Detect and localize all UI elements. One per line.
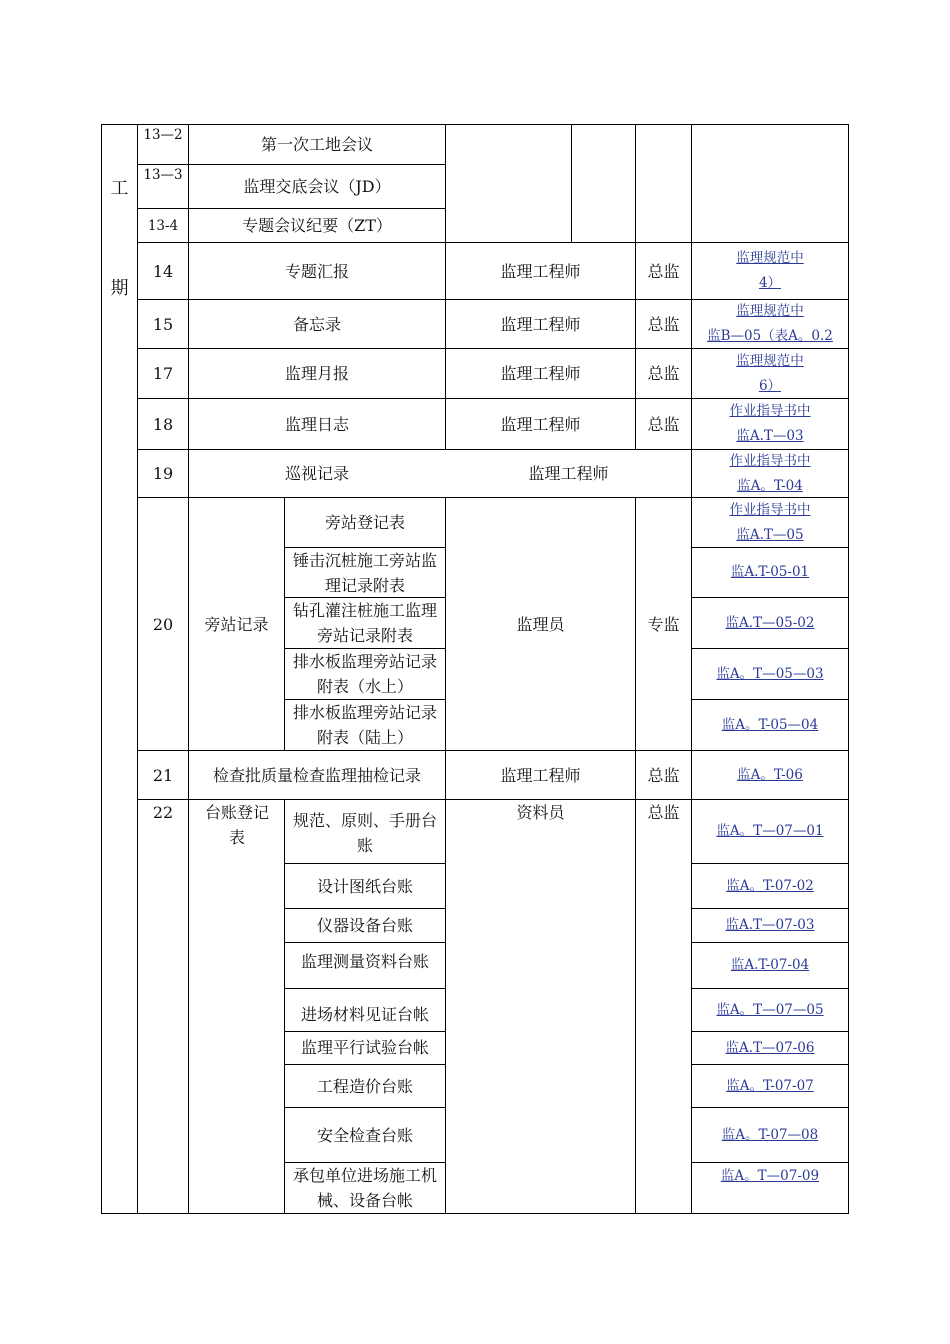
row-22-sub-5-reference-link[interactable]: 监A。T—07—05 [716,1001,824,1018]
row-22-sub-6-reference[interactable] [692,1032,848,1064]
row-22-number: 22 [152,803,174,822]
row-22-group: 台账登记表 [204,803,269,847]
row-20-sub-1-name: 旁站登记表 [324,513,405,532]
row-22-sub-8-reference-link[interactable]: 监A。T-07—08 [721,1126,819,1143]
row-22-sub-1-name: 规范、原则、手册台账 [292,811,437,855]
row-20-sub-2-reference[interactable] [692,548,848,597]
row-18-item: 监理日志 [284,414,349,434]
row-17-responsible: 监理工程师 [500,364,581,383]
row-20-sub-1-reference-line2[interactable]: 监A.T—05 [736,526,804,543]
row-19-item: 巡视记录 [284,464,349,483]
row-19-number: 19 [152,464,174,483]
row-22-sub-9-name: 承包单位进场施工机械、设备台帐 [292,1166,437,1210]
row-17-number: 17 [152,364,174,383]
row-20-sub-5-reference-link[interactable]: 监A。T-05—04 [721,716,819,733]
row-17-reference-line1[interactable]: 监理规范中 [736,352,804,369]
row-20-responsible: 监理员 [516,614,565,634]
row-19-reference-line1[interactable]: 作业指导书中 [729,452,811,469]
row-14-reference-line2[interactable]: 4） [758,275,782,291]
row-21-responsible: 监理工程师 [500,765,581,785]
row-22-sub-9-reference-link[interactable]: 监A。T—07-09 [720,1168,820,1184]
row-17-reviewer: 总监 [647,364,680,383]
row-22-sub-6-reference-link[interactable]: 监A.T—07-06 [725,1039,815,1056]
row-20-sub-5-reference[interactable] [692,700,848,750]
row-21-item: 检查批质量检查监理抽检记录 [212,765,421,785]
row-20-sub-3-reference[interactable] [692,598,848,648]
row-19-responsible: 监理工程师 [528,464,609,483]
row-22-sub-4-name: 监理测量资料台账 [300,952,429,971]
row-22-responsible: 资料员 [516,803,565,822]
row-22-sub-7-reference[interactable] [692,1065,848,1107]
row-13-4-number: 13-4 [147,217,179,234]
row-21-reviewer: 总监 [647,765,680,785]
row-20-reviewer: 专监 [647,614,680,634]
row-22-reviewer: 总监 [647,803,680,822]
row-22-sub-1-reference-link[interactable]: 监A。T—07—01 [716,823,824,839]
row-20-sub-1-reference-line1[interactable]: 作业指导书中 [729,501,811,518]
row-14-number: 14 [152,261,174,281]
row-18-reference-line1[interactable]: 作业指导书中 [729,403,811,419]
row-17-item: 监理月报 [284,364,349,383]
row-21-reference-link[interactable]: 监A。T-06 [737,766,803,783]
row-15-reviewer: 总监 [647,314,680,334]
row-15-item: 备忘录 [292,314,341,334]
row-14-reference[interactable] [692,243,848,299]
row-22-sub-1-reference[interactable] [692,800,848,863]
row-20-sub-4-name: 排水板监理旁站记录附表（水上） [292,652,437,696]
row-18-number: 18 [152,414,174,434]
row-22-sub-3-reference[interactable] [692,909,848,942]
row-20-sub-4-reference-link[interactable]: 监A。T—05—03 [716,665,824,682]
row-13-3-item: 监理交底会议（JD） [243,177,391,196]
row-20-sub-3-reference-link[interactable]: 监A.T—05-02 [725,614,815,631]
row-22-sub-7-reference-link[interactable]: 监A。T-07-07 [726,1077,814,1094]
row-20-group: 旁站记录 [204,614,269,634]
row-15-reference-line2[interactable]: 监B—05（表A。0.2 [707,328,833,344]
row-18-reference-line2[interactable]: 监A.T—03 [736,428,804,444]
row-15-responsible: 监理工程师 [500,314,581,334]
row-22-sub-3-name: 仪器设备台账 [316,916,413,935]
row-22-sub-3-reference-link[interactable]: 监A.T—07-03 [725,917,815,933]
document-table [101,124,849,1214]
row-22-sub-7-name: 工程造价台账 [316,1076,413,1096]
row-13-2-number: 13—2 [143,127,183,143]
row-22-sub-9-reference[interactable] [692,1163,848,1213]
row-13-3-number: 13—3 [143,167,183,183]
row-22-sub-4-reference[interactable] [692,943,848,988]
row-15-number: 15 [152,314,174,334]
row-14-reviewer: 总监 [647,261,680,281]
side-label-gong: 工 [110,177,129,199]
side-label-qi: 期 [110,277,129,299]
row-22-sub-2-name: 设计图纸台账 [316,876,413,896]
row-20-sub-1-reference[interactable] [692,498,848,547]
row-17-reference[interactable] [692,349,848,398]
row-15-reference-line1[interactable]: 监理规范中 [736,303,804,319]
row-21-reference[interactable] [692,751,848,799]
row-20-sub-5-name: 排水板监理旁站记录附表（陆上） [292,703,437,747]
row-19-reference-line2[interactable]: 监A。T-04 [737,477,803,494]
row-14-reference-line1[interactable]: 监理规范中 [736,250,804,266]
row-20-sub-2-reference-link[interactable]: 监A.T-05-01 [730,564,810,580]
row-22-sub-4-reference-link[interactable]: 监A.T-07-04 [730,957,810,973]
row-22-sub-8-name: 安全检查台账 [316,1125,413,1145]
row-21-number: 21 [152,765,174,785]
row-22-sub-5-name: 进场材料见证台帐 [300,1005,429,1024]
row-17-reference-line2[interactable]: 6） [758,377,782,394]
row-18-reference[interactable] [692,399,848,449]
row-22-sub-2-reference[interactable] [692,864,848,908]
row-13-2-item: 第一次工地会议 [260,135,373,154]
row-20-sub-2-name: 锤击沉桩施工旁站监理记录附表 [292,550,437,595]
row-19-reference[interactable] [692,450,848,497]
row-15-reference[interactable] [692,300,848,348]
row-22-sub-8-reference[interactable] [692,1108,848,1162]
row-13-4-item: 专题会议纪要（ZT） [242,216,392,235]
row-20-sub-4-reference[interactable] [692,649,848,699]
row-22-sub-6-name: 监理平行试验台帐 [300,1037,429,1057]
row-14-item: 专题汇报 [284,261,349,281]
row-14-responsible: 监理工程师 [500,261,581,281]
row-22-sub-5-reference[interactable] [692,989,848,1031]
row-20-number: 20 [152,614,174,634]
row-18-responsible: 监理工程师 [500,414,581,434]
row-18-reviewer: 总监 [647,414,680,434]
row-20-sub-3-name: 钻孔灌注桩施工监理旁站记录附表 [292,601,437,645]
row-22-sub-2-reference-link[interactable]: 监A。T-07-02 [726,877,814,894]
